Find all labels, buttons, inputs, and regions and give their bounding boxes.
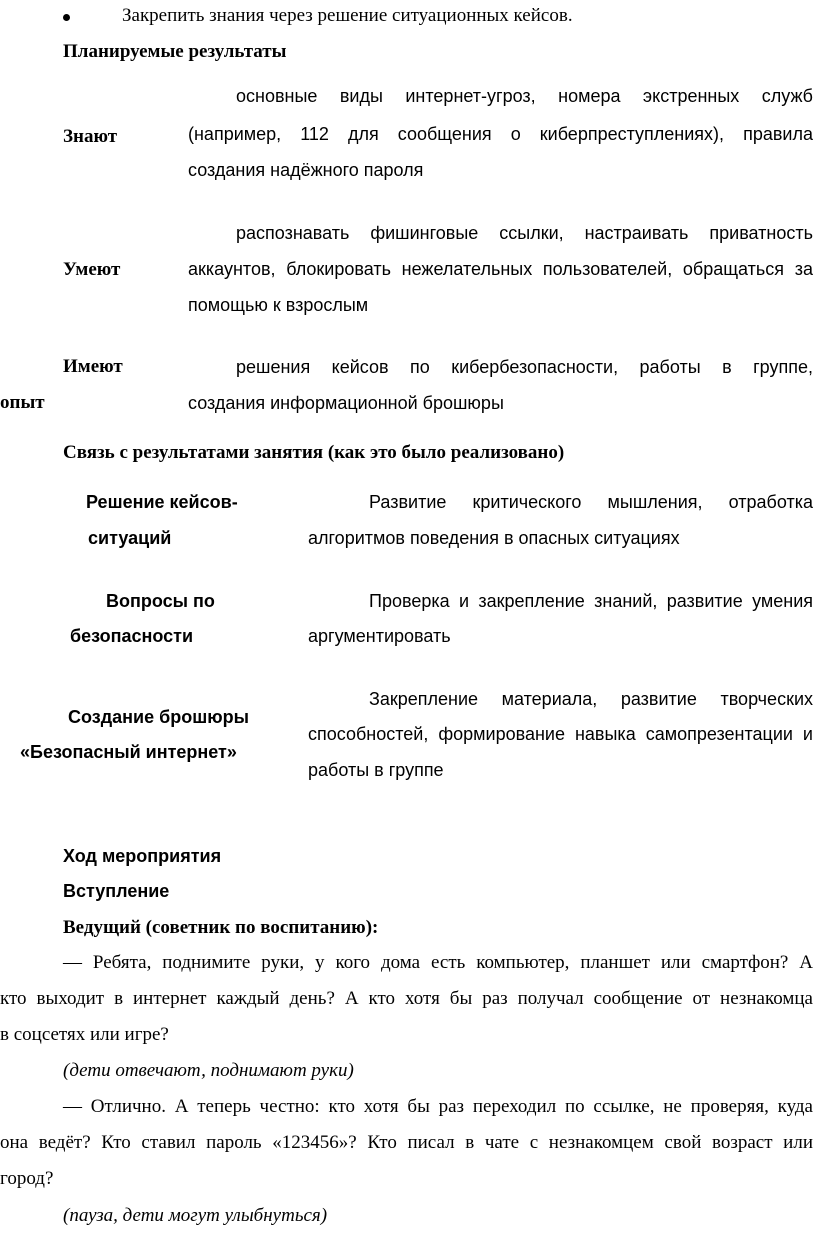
speech-1-line-2: кто выходит в интернет каждый день? А кто хотя бы раз получал сообщение от незнакомца: [0, 988, 813, 1009]
experience-label-1: Имеют: [63, 356, 123, 377]
intro-heading: Вступление: [63, 881, 170, 901]
can-label: Умеют: [63, 259, 121, 280]
bullet-icon: [63, 14, 70, 21]
speech-2-line-1: — Отлично. А теперь честно: кто хотя бы раз переходил по ссылке, не проверяя, куда: [63, 1096, 813, 1117]
questions-label-line-1: Вопросы по: [106, 591, 215, 611]
speech-2-line-2: она ведёт? Кто ставил пароль «123456»? Кто писал в чате с незнакомцем свой возраст или: [0, 1132, 813, 1153]
link-heading: Связь с результатами занятия (как это было реализовано): [63, 442, 565, 463]
speech-1-line-3: в соцсетях или игре?: [0, 1024, 169, 1045]
stage-direction-2: (пауза, дети могут улыбнуться): [63, 1205, 328, 1226]
questions-label-line-2: безопасности: [70, 626, 194, 646]
bullet-text: Закрепить знания через решение ситуационных кейсов.: [122, 5, 573, 26]
know-label: Знают: [63, 126, 118, 147]
cases-text-line-2: алгоритмов поведения в опасных ситуациях: [308, 528, 680, 548]
speech-2-line-3: город?: [0, 1168, 54, 1189]
stage-direction-1: (дети отвечают, поднимают руки): [63, 1060, 354, 1081]
brochure-label-line-2: «Безопасный интернет»: [20, 742, 237, 762]
know-text-line-1: основные виды интернет-угроз, номера экстренных служб: [236, 86, 813, 106]
questions-text-line-2: аргументировать: [308, 626, 451, 646]
cases-label-line-1: Решение кейсов-: [86, 492, 238, 512]
host-heading: Ведущий (советник по воспитанию):: [63, 917, 379, 938]
speech-1-line-1: — Ребята, поднимите руки, у кого дома есть компьютер, планшет или смартфон? А: [63, 952, 813, 973]
experience-label-2: опыт: [0, 392, 45, 413]
course-heading: Ход мероприятия: [63, 846, 222, 866]
planned-results-heading: Планируемые результаты: [63, 41, 287, 62]
cases-label-line-2: ситуаций: [88, 528, 172, 548]
know-text-line-2: (например, 112 для сообщения о киберпреступлениях), правила: [188, 124, 813, 144]
brochure-text-line-2: способностей, формирование навыка самопрезентации и: [308, 724, 813, 744]
can-text-line-2: аккаунтов, блокировать нежелательных пользователей, обращаться за: [188, 259, 813, 279]
can-text-line-3: помощью к взрослым: [188, 295, 369, 315]
can-text-line-1: распознавать фишинговые ссылки, настраивать приватность: [236, 223, 813, 243]
brochure-label-line-1: Создание брошюры: [68, 707, 249, 727]
experience-text-line-2: создания информационной брошюры: [188, 393, 504, 413]
cases-text-line-1: Развитие критического мышления, отработка: [369, 492, 813, 512]
brochure-text-line-1: Закрепление материала, развитие творческих: [369, 689, 813, 709]
brochure-text-line-3: работы в группе: [308, 760, 444, 780]
questions-text-line-1: Проверка и закрепление знаний, развитие умения: [369, 591, 813, 611]
experience-text-line-1: решения кейсов по кибербезопасности, работы в группе,: [236, 357, 813, 377]
know-text-line-3: создания надёжного пароля: [188, 160, 424, 180]
